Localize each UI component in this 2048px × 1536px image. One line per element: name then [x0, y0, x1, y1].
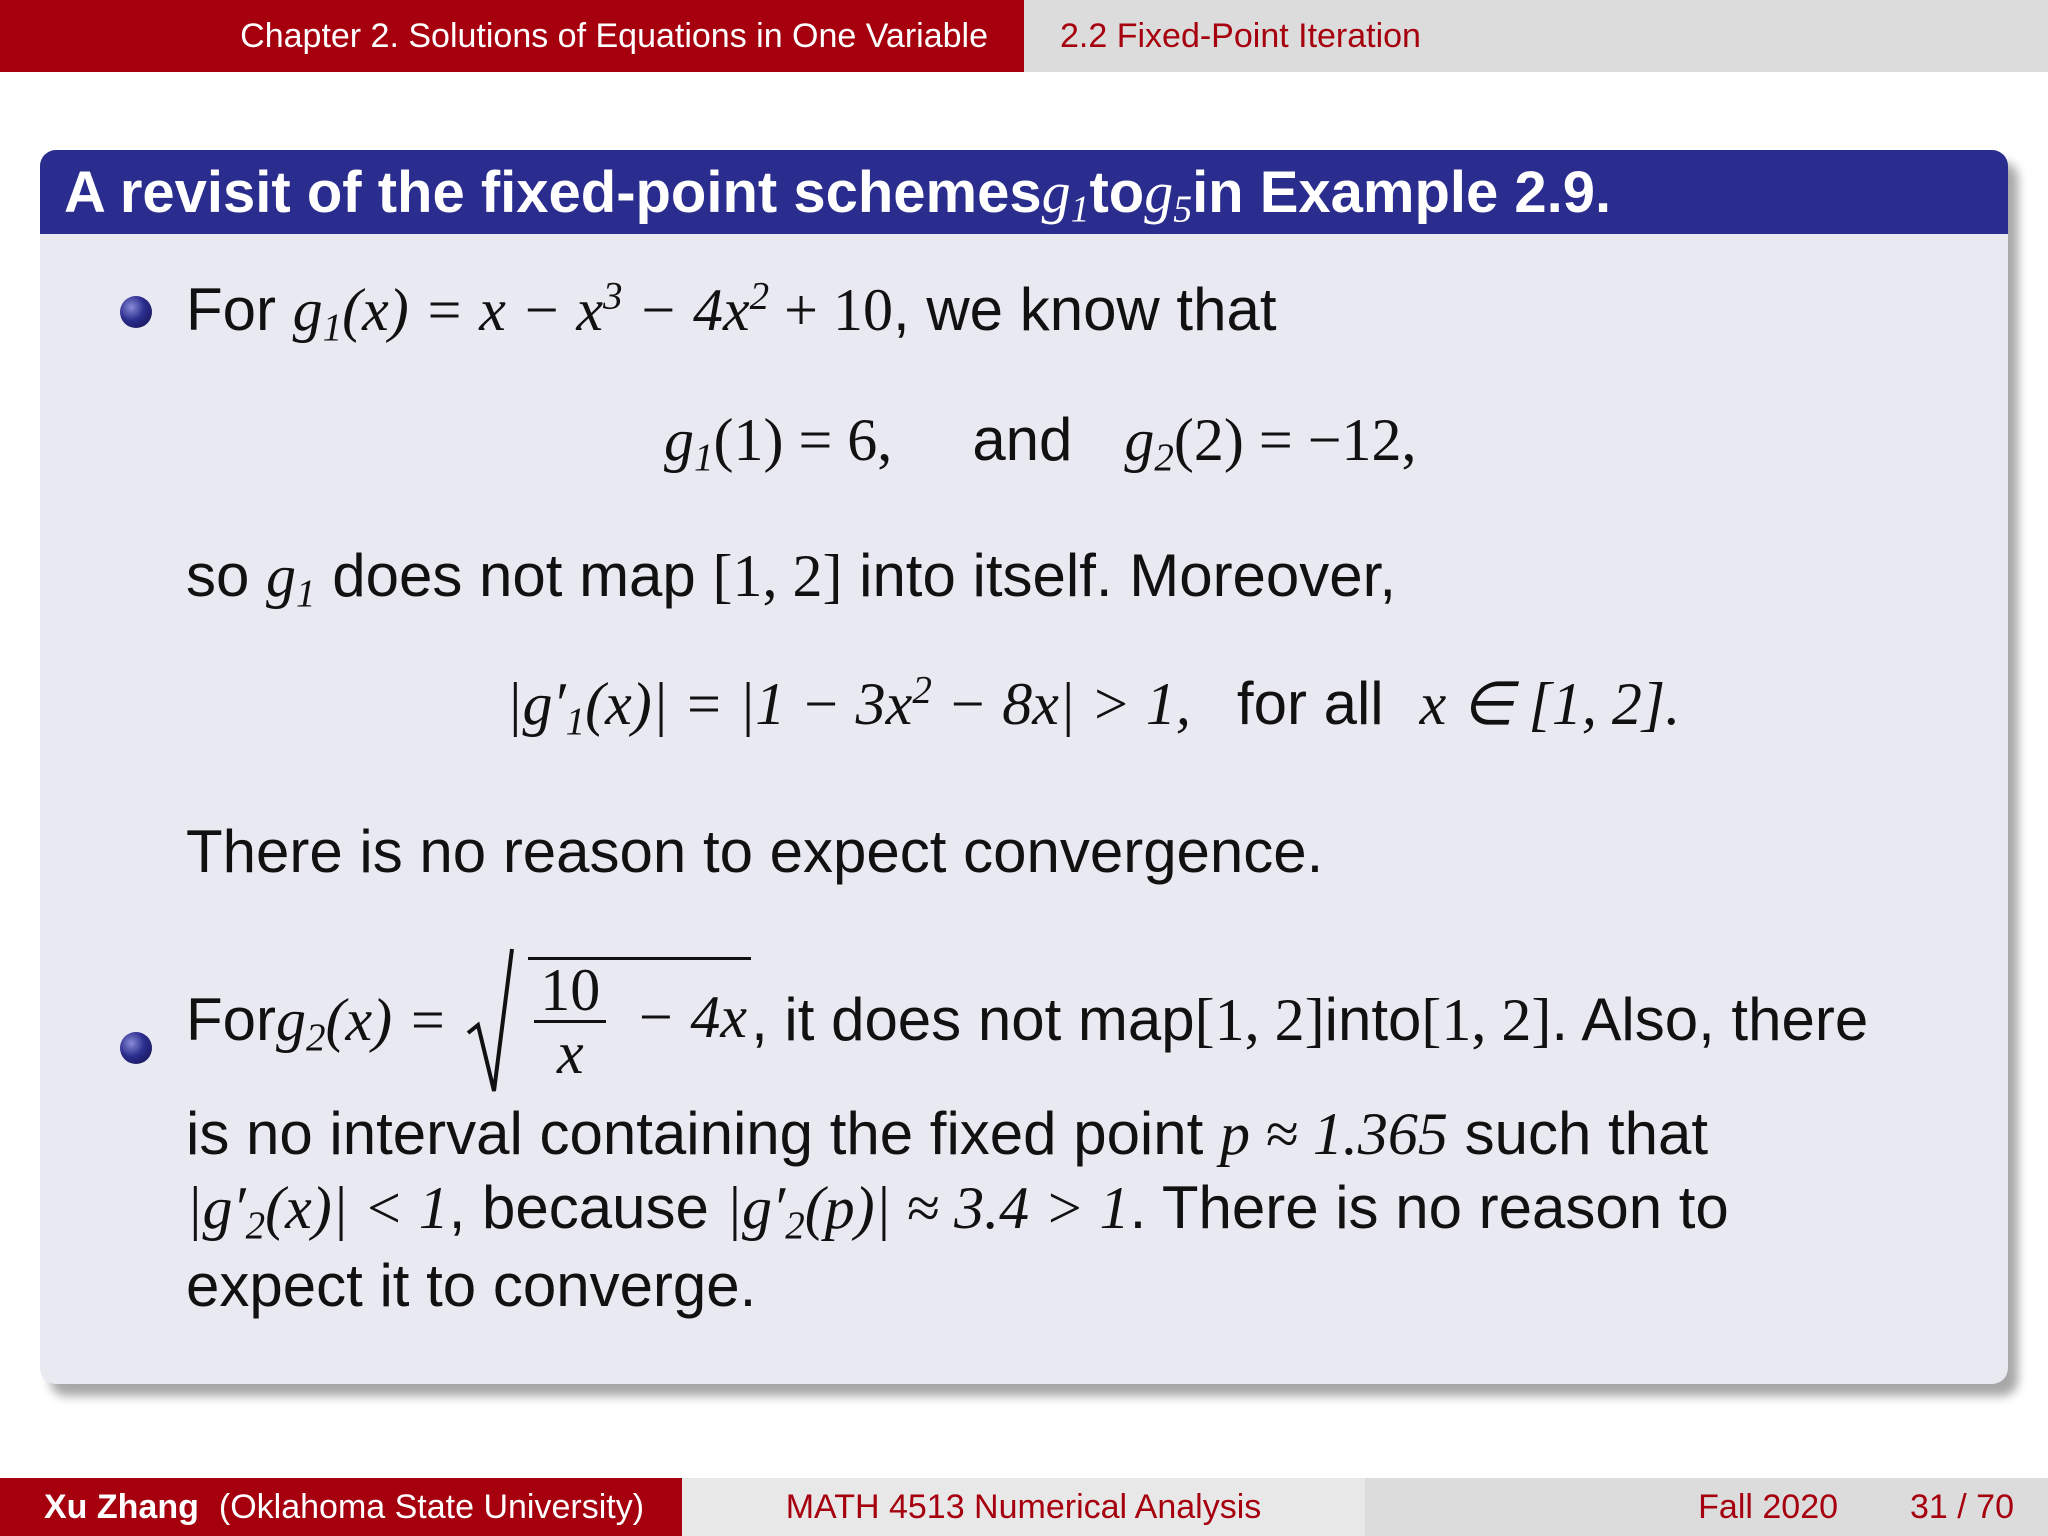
block-content	[40, 234, 2008, 1384]
math-g2x: $g_2$	[276, 987, 326, 1059]
bullet1-line3	[186, 542, 1397, 615]
bullet-1	[120, 296, 152, 328]
title-text-post: in Example 2.9.	[1192, 159, 1612, 225]
math-derivative: (x)| = |1 − 3x	[585, 671, 913, 737]
footer-bar	[0, 1478, 2048, 1536]
math-x-in: x ∈ [1, 2].	[1419, 671, 1681, 737]
text-does-not-map-2: , it does not map	[751, 986, 1195, 1053]
math-interval: [1, 2]	[712, 543, 843, 609]
math-abs-g2prime: $|g'_2$	[186, 1175, 266, 1247]
title-g1: $g_1$	[1041, 159, 1090, 230]
text-also-there: . Also, there	[1551, 986, 1869, 1053]
sqrt-expression	[466, 945, 751, 1095]
header-section[interactable]: Chapter 2. Solutions of Equations in One Variable	[0, 0, 1024, 72]
math-derivative-2: − 8x| > 1,	[931, 671, 1191, 737]
footer-page-number: 31 / 70	[1910, 1487, 2014, 1526]
math-minus-4x: − 4x	[634, 984, 748, 1051]
math-abs-g1prime: $|g'_1$	[506, 671, 586, 743]
math-abs-g2prime-p: $|g'_2$	[725, 1175, 805, 1247]
fraction	[534, 957, 606, 1086]
bullet2-line3	[186, 1174, 1729, 1247]
math-interval-2: [1, 2]	[1194, 987, 1325, 1053]
title-text-mid: to	[1089, 159, 1145, 225]
bullet1-line1	[186, 274, 1277, 349]
text-does-not-map: does not map	[315, 542, 713, 609]
display-2	[506, 668, 1681, 743]
display-1	[664, 406, 1417, 479]
math-plus10: + 10	[769, 277, 893, 343]
math-g2-value: (2) = −12,	[1173, 407, 1417, 473]
text-because: , because	[448, 1174, 726, 1241]
footer-affiliation: (Oklahoma State University)	[218, 1487, 645, 1526]
math-sup2: 2	[912, 668, 932, 712]
theorem-block	[40, 150, 2008, 1384]
text-into-itself: into itself. Moreover,	[842, 542, 1397, 609]
text-we-know: , we know that	[892, 276, 1277, 343]
bullet2-line2	[186, 1100, 1709, 1167]
text-no-interval: is no interval containing the fixed point	[186, 1100, 1220, 1167]
footer-course[interactable]: MATH 4513 Numerical Analysis	[682, 1478, 1365, 1536]
math-approx-3-4: (p)| ≈ 3.4 > 1	[804, 1175, 1130, 1241]
bullet1-line5: There is no reason to expect convergence.	[186, 818, 1324, 885]
math-g2: $g_2$	[1124, 407, 1174, 479]
text-and: and	[972, 406, 1073, 473]
math-eq: = x − x	[423, 277, 604, 343]
header-subsection[interactable]: 2.2 Fixed-Point Iteration	[1024, 0, 2048, 72]
title-text-pre: A revisit of the fixed-point schemes	[64, 159, 1042, 225]
text-for-all: for all	[1236, 670, 1384, 737]
footer-author-name: Xu Zhang	[44, 1487, 199, 1526]
text-for-2: For	[186, 986, 276, 1053]
text-for: For	[186, 276, 293, 343]
math-g1: $g_1$	[664, 407, 714, 479]
fraction-denominator: x	[556, 1020, 584, 1086]
math-g1x: $g_1(x)$	[292, 277, 424, 349]
math-sup3: $^3 - 4x^2$	[603, 274, 770, 343]
math-lt-one: (x)| < 1	[265, 1175, 449, 1241]
math-interval-3: [1, 2]	[1421, 987, 1552, 1053]
math-g1-value: (1) = 6,	[713, 407, 893, 473]
footer-term: Fall 2020	[1698, 1487, 1839, 1526]
footer-author[interactable]	[0, 1478, 682, 1536]
bullet2-line4: expect it to converge.	[186, 1252, 757, 1319]
fraction-numerator: 10	[534, 960, 606, 1023]
text-such-that: such that	[1447, 1100, 1709, 1167]
text-no-reason: . There is no reason to	[1129, 1174, 1729, 1241]
text-so: so	[186, 542, 267, 609]
block-title	[40, 150, 2008, 234]
footer-right[interactable]	[1365, 1478, 2048, 1536]
title-g5: $g_5$	[1144, 159, 1193, 230]
math-g1-b: $g_1$	[266, 543, 316, 615]
math-fixed-point: p ≈ 1.365	[1219, 1101, 1448, 1167]
header-bar	[0, 0, 2048, 72]
sqrt-sign-icon	[466, 945, 514, 1095]
text-into: into	[1324, 986, 1422, 1053]
bullet2-line1	[186, 950, 1868, 1090]
bullet-2	[120, 1032, 152, 1064]
math-g2x-eq: (x) =	[325, 987, 448, 1053]
